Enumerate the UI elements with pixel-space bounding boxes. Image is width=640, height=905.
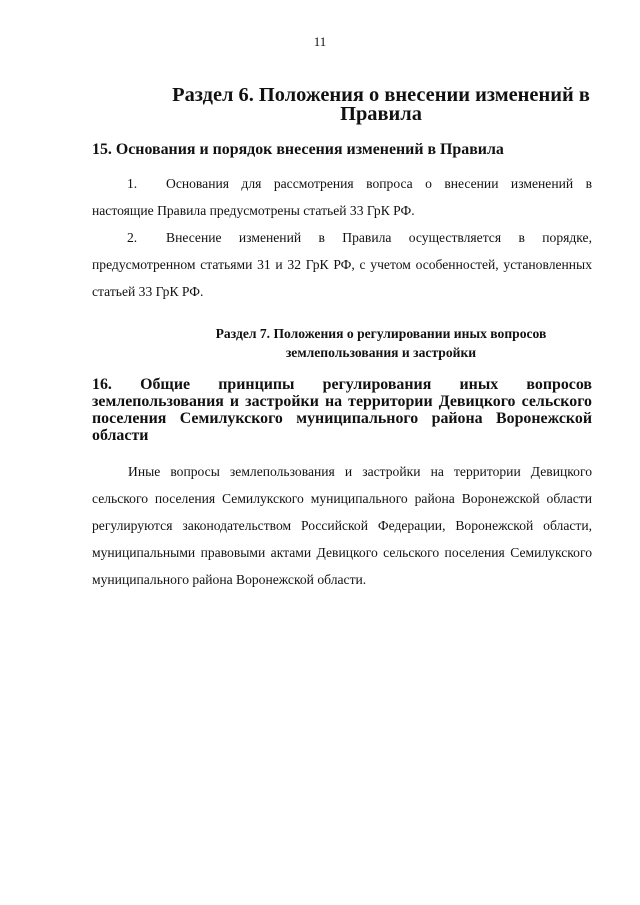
article-15-heading: 15. Основания и порядок внесения изменений в Правила bbox=[92, 141, 504, 158]
article-16-text: Иные вопросы землепользования и застройки на территории Девицкого сельского поселения Семилукского муниципального района Воронежской области регулируются законодательством Российской Федерации, Воронежской области, муниципальными правовыми актами Девицкого сельского поселения Семилукского муниципального района Воронежской области. bbox=[92, 464, 592, 587]
item-number: 1. bbox=[127, 176, 138, 191]
item-number: 2. bbox=[127, 230, 138, 245]
article-15-item-2 bbox=[92, 224, 592, 305]
article-15-item-1 bbox=[92, 170, 592, 224]
section-7-heading-line-1: Раздел 7. Положения о регулировании иных вопросов bbox=[215, 326, 547, 341]
article-16-heading: 16. Общие принципы регулирования иных вопросов землепользования и застройки на территории Девицкого сельского поселения Семилукского муниципального района Воронежской области bbox=[92, 376, 592, 444]
item-text: Основания для рассмотрения вопроса о внесении изменений в настоящие Правила предусмотрены статьей 33 ГрК РФ. bbox=[92, 176, 592, 218]
page-content bbox=[92, 86, 592, 593]
section-6-heading: Раздел 6. Положения о внесении изменений в Правила bbox=[172, 84, 590, 125]
section-7-heading-line-2: землепользования и застройки bbox=[285, 345, 477, 360]
page-number: 11 bbox=[313, 34, 327, 49]
section-7-heading bbox=[92, 324, 592, 362]
item-text: Внесение изменений в Правила осуществляется в порядке, предусмотренном статьями 31 и 32 ГрК РФ, с учетом особенностей, установленных статьей 33 ГрК РФ. bbox=[92, 230, 592, 299]
